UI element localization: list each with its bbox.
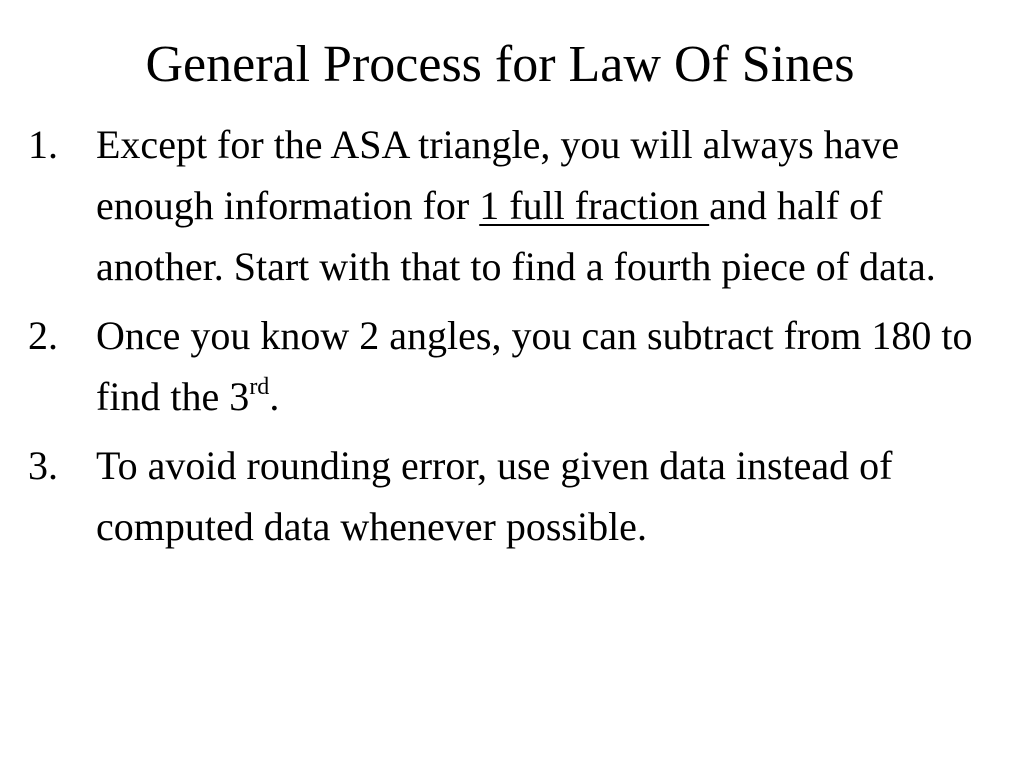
- list-item: [28, 114, 1008, 297]
- item-text: and half of another. Start with that to find a fourth piece of data.: [96, 183, 936, 289]
- list-item: [28, 305, 1008, 427]
- item-text: Except for the ASA triangle, you will always have enough information for: [96, 122, 900, 228]
- item-number: 1.: [28, 122, 58, 167]
- process-steps-list: [28, 114, 1008, 565]
- item-text: .: [269, 374, 280, 419]
- item-text: Once you know 2 angles, you can subtract from 180 to find the 3: [96, 313, 973, 419]
- list-item: [28, 435, 1008, 557]
- slide-title: General Process for Law Of Sines: [145, 36, 855, 93]
- superscript-text: rd: [249, 374, 270, 400]
- item-text: To avoid rounding error, use given data instead of computed data whenever possible.: [96, 443, 893, 549]
- underlined-text: 1 full fraction: [479, 183, 710, 228]
- item-number: 2.: [28, 313, 58, 358]
- item-number: 3.: [28, 443, 58, 488]
